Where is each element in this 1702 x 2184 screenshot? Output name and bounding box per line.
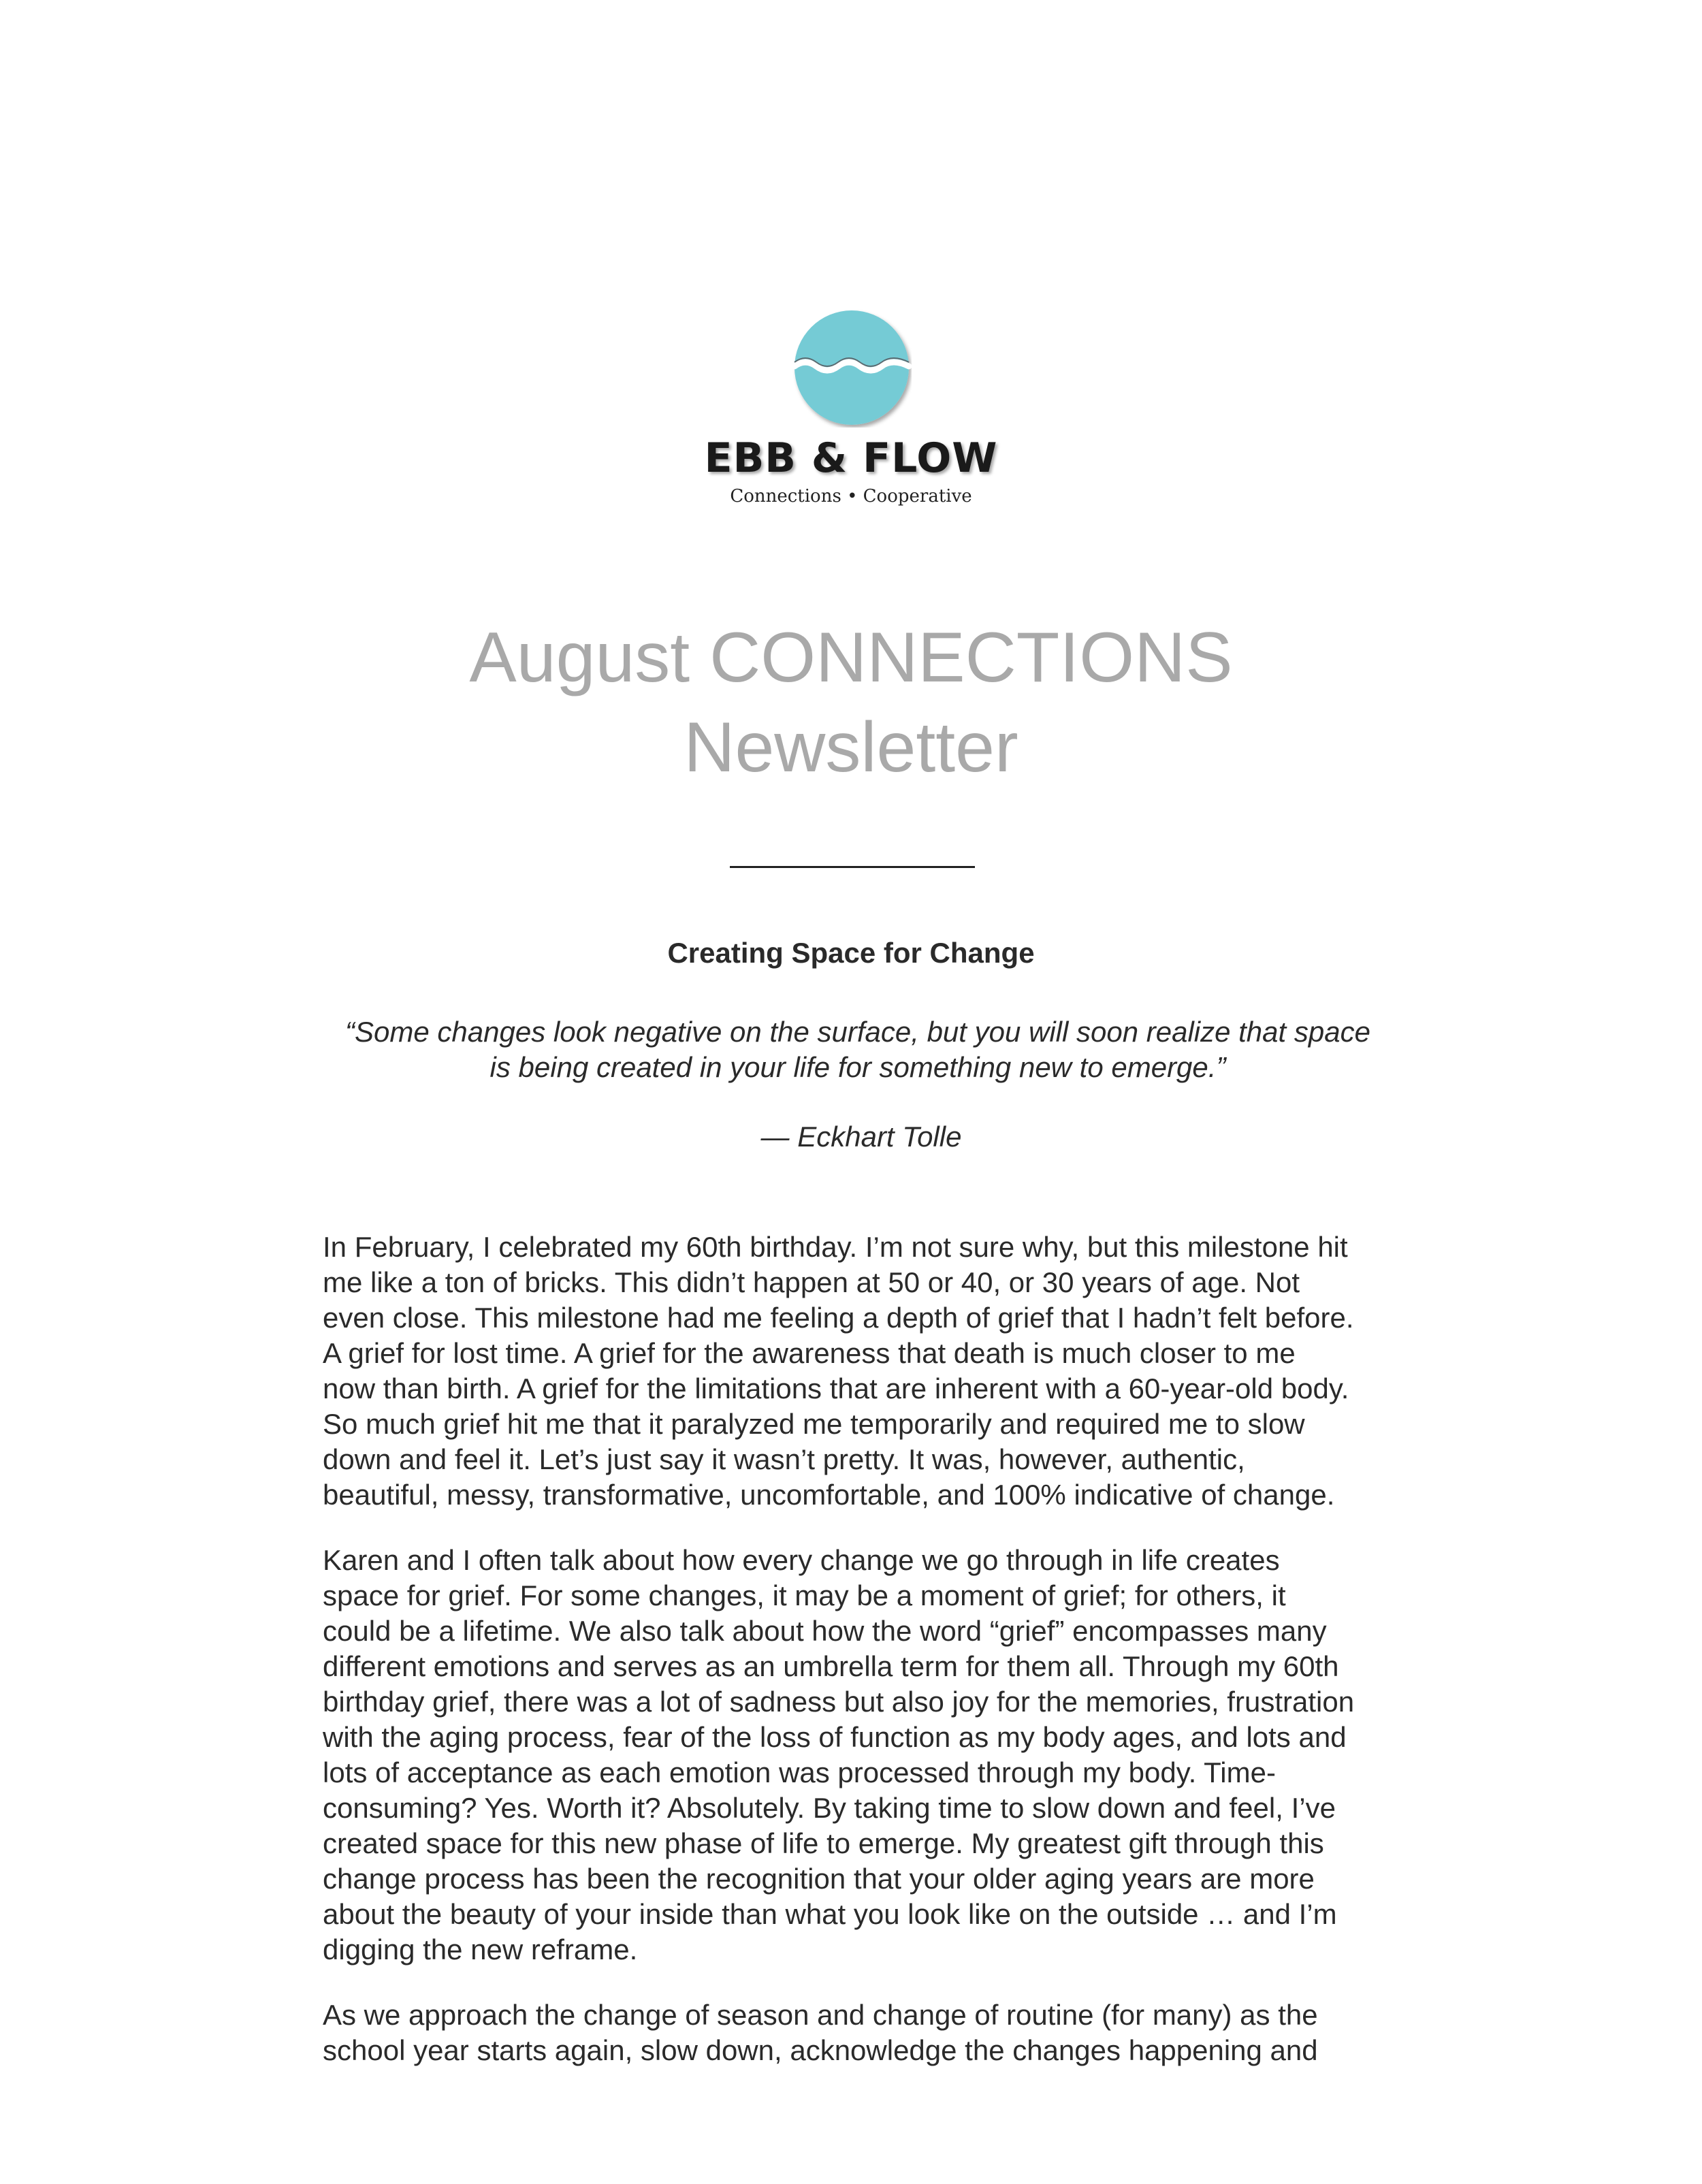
paragraph-line: Karen and I often talk about how every change we go through in life creates <box>323 1544 1280 1576</box>
paragraph-line: space for grief. For some changes, it may be a moment of grief; for others, it <box>323 1579 1286 1611</box>
paragraph-line: In February, I celebrated my 60th birthday. I’m not sure why, but this milestone hit <box>323 1231 1348 1263</box>
paragraph-line: beautiful, messy, transformative, uncomfortable, and 100% indicative of change. <box>323 1479 1335 1511</box>
paragraph-line: down and feel it. Let’s just say it wasn’t pretty. It was, however, authentic, <box>323 1443 1245 1475</box>
quote-attribution: — Eckhart Tolle <box>760 1121 962 1153</box>
paragraph-2 <box>323 1543 1412 1968</box>
paragraph-line: birthday grief, there was a lot of sadness but also joy for the memories, frustration <box>323 1686 1355 1718</box>
quote-line-2: is being created in your life for something new to emerge.” <box>489 1051 1226 1083</box>
paragraph-line: me like a ton of bricks. This didn’t happen at 50 or 40, or 30 years of age. Not <box>323 1266 1300 1298</box>
paragraph-line: digging the new reframe. <box>323 1933 638 1965</box>
paragraph-line: with the aging process, fear of the loss of function as my body ages, and lots and <box>323 1721 1347 1753</box>
title-line-2: Newsletter <box>684 708 1018 787</box>
paragraph-line: consuming? Yes. Worth it? Absolutely. By taking time to slow down and feel, I’ve <box>323 1792 1336 1824</box>
quote-line-1: “Some changes look negative on the surface, but you will soon realize that space <box>345 1016 1370 1048</box>
paragraph-line: A grief for lost time. A grief for the awareness that death is much closer to me <box>323 1337 1296 1369</box>
paragraph-line: could be a lifetime. We also talk about how the word “grief” encompasses many <box>323 1615 1327 1647</box>
logo-name: EBB & FLOW <box>704 434 998 482</box>
paragraph-line: about the beauty of your inside than what you look like on the outside … and I’m <box>323 1898 1337 1930</box>
paragraph-line: As we approach the change of season and change of routine (for many) as the <box>323 1999 1318 2031</box>
paragraph-1 <box>323 1230 1412 1513</box>
paragraph-line: now than birth. A grief for the limitations that are inherent with a 60-year-old body. <box>323 1372 1349 1404</box>
paragraph-line: So much grief hit me that it paralyzed me temporarily and required me to slow <box>323 1408 1305 1440</box>
paragraph-3 <box>323 1997 1412 2068</box>
paragraph-line: created space for this new phase of life to emerge. My greatest gift through this <box>323 1827 1324 1859</box>
ebb-flow-logo <box>681 300 1021 517</box>
paragraph-line: different emotions and serves as an umbrella term for them all. Through my 60th <box>323 1650 1339 1682</box>
paragraph-line: school year starts again, slow down, acknowledge the changes happening and <box>323 2034 1318 2066</box>
newsletter-title <box>0 613 1702 792</box>
section-heading: Creating Space for Change <box>667 937 1035 969</box>
logo-tagline: Connections • Cooperative <box>730 486 972 507</box>
paragraph-line: change process has been the recognition that your older aging years are more <box>323 1863 1315 1895</box>
quote-block <box>300 1014 1416 1085</box>
wave-circle-icon <box>792 308 912 428</box>
title-line-1: August CONNECTIONS <box>469 618 1233 697</box>
title-divider <box>730 866 975 868</box>
paragraph-line: even close. This milestone had me feeling a depth of grief that I hadn’t felt before. <box>323 1302 1354 1334</box>
paragraph-line: lots of acceptance as each emotion was processed through my body. Time- <box>323 1756 1276 1788</box>
